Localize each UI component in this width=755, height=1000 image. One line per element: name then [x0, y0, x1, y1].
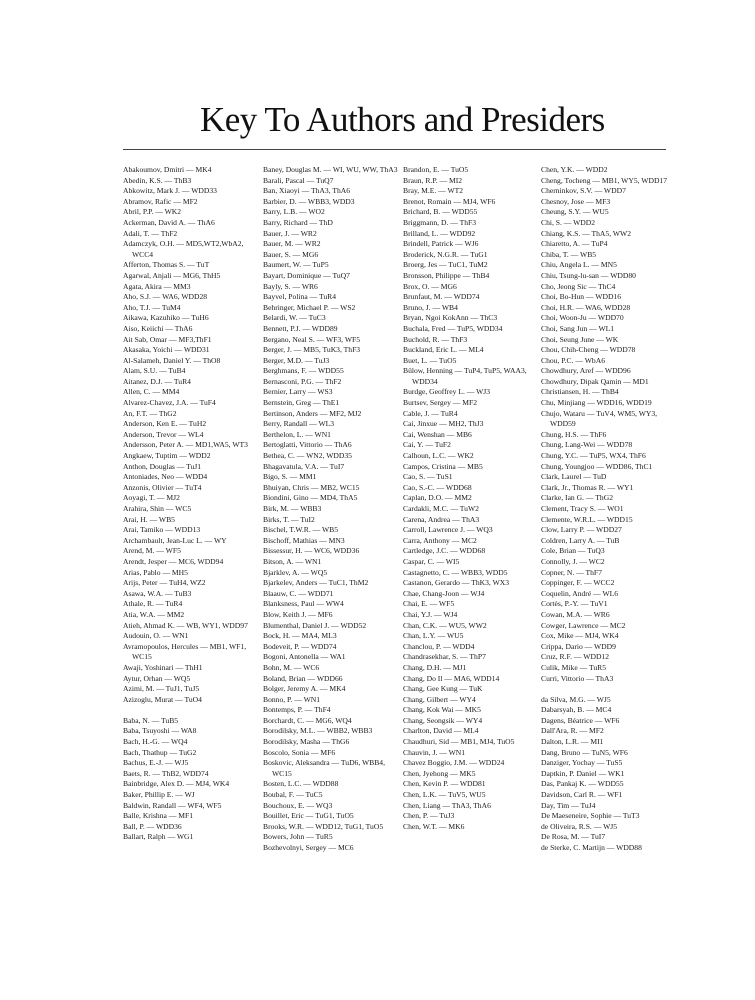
index-entry: Adamczyk, O.H. — MD5,WT2,WbA2, WCC4 [123, 239, 244, 259]
index-entry: Bach, Thathup — TuG2 [123, 747, 197, 757]
index-entry: Choi, Sang Jun — WL1 [541, 323, 615, 333]
index-entry: Cho, Jeong Sic — ThC4 [541, 281, 616, 291]
index-entry: Chiang, K.S. — ThA5, WW2 [541, 228, 631, 238]
index-entry: Choi, Seung June — WK [541, 334, 619, 344]
index-entry: Ait Sab, Omar — MF3,ThF1 [123, 334, 212, 344]
index-entry: Akasaka, Yoichi — WDD31 [123, 345, 210, 355]
index-entry: Antoniades, Neo — WDD4 [123, 472, 208, 482]
index-entry: Bennett, P.J. — WDD89 [263, 323, 338, 333]
index-entry: Aitanez, D.J. — TuR4 [123, 376, 191, 386]
index-entry: Baba, Tsuyoshi — WA8 [123, 726, 197, 736]
index-entry: Chung, Youngjoo — WDD86, ThC1 [541, 461, 653, 471]
index-entry: Chang, Do Il — MA6, WDD14 [403, 673, 500, 683]
index-entry: Crippa, Dario — WDD9 [541, 641, 616, 651]
index-column-4 [541, 165, 679, 854]
index-entry: Bohn, M. — WC6 [263, 662, 320, 672]
index-entry: Anthon, Douglas — TuJ1 [123, 461, 202, 471]
index-entry: Buchala, Fred — TuP5, WDD34 [403, 323, 503, 333]
index-entry: Boscolo, Sonia — MF6 [263, 747, 336, 757]
index-entry: Daptkin, P. Daniel — WK1 [541, 768, 625, 778]
index-entry: Burtsev, Sergey — MF2 [403, 398, 478, 408]
index-entry: Bogoni, Antonella — WA1 [263, 652, 346, 662]
index-entry: Burdge, Geoffrey L. — WJ3 [403, 387, 491, 397]
index-entry: Baba, N. — TuB5 [123, 715, 179, 725]
index-entry: Bouchoux, E. — WQ3 [263, 800, 333, 810]
index-entry: Dang, Bruno — TuN5, WF6 [541, 747, 628, 757]
index-entry: Chen, P. — TuJ3 [403, 811, 455, 821]
index-entry: Blaauw, C. — WDD71 [263, 588, 334, 598]
index-entry: Arias, Pablo — MH5 [123, 567, 188, 577]
index-entry: Arai, H. — WB5 [123, 514, 175, 524]
index-entry: Balle, Krishna — MF1 [123, 811, 194, 821]
index-entry: Buchold, R. — ThF3 [403, 334, 468, 344]
index-entry: Cao, S.-C. — WDD68 [403, 482, 472, 492]
index-entry: Baets, R. — ThB2, WDD74 [123, 768, 209, 778]
index-entry: Birks, T. — TuI2 [263, 514, 315, 524]
index-entry: Brunfaut, M. — WDD74 [403, 292, 480, 302]
index-entry: Clarke, Ian G. — ThG2 [541, 493, 613, 503]
index-entry: Danziger, Yochay — TuS5 [541, 758, 623, 768]
index-entry: Bjarklev, A. — WQ5 [263, 567, 328, 577]
index-entry: Carra, Anthony — MC2 [403, 535, 477, 545]
index-entry: Castanon, Gerardo — ThK3, WX3 [403, 578, 510, 588]
index-entry: Culik, Mike — TuR5 [541, 662, 606, 672]
index-entry: Chen, Kevin P. — WDD81 [403, 779, 486, 789]
index-entry: Bosten, L.C. — WDD88 [263, 779, 339, 789]
index-entry: Azimi, M. — TuJ1, TuJ5 [123, 684, 200, 694]
index-entry: Borchardt, C. — MG6, WQ4 [263, 715, 352, 725]
index-entry: Aiso, Keiichi — ThA6 [123, 323, 193, 333]
index-entry: Alam, S.U. — TuB4 [123, 366, 186, 376]
index-entry: Carroll, Lawrence J. — WQ3 [403, 525, 493, 535]
index-entry: Baney, Douglas M. — WI, WU, WW, ThA3 [263, 165, 398, 174]
index-entry: Adali, T. — ThF2 [123, 228, 178, 238]
index-entry: Clow, Larry P. — WDD27 [541, 525, 622, 535]
index-entry: Choi, Bo-Hun — WDD16 [541, 292, 622, 302]
index-entry: Bayvel, Polina — TuR4 [263, 292, 336, 302]
index-entry: Chandrasekhar, S. — ThP7 [403, 652, 486, 662]
index-entry: Chu, Minjiang — WDD16, WDD19 [541, 398, 652, 408]
index-entry: Barbier, D. — WBB3, WDD3 [263, 196, 355, 206]
index-entry: Bülow, Henning — TuP4, TuP5, WAA3, WDD34 [403, 366, 527, 386]
index-entry: Clark, Jr., Thomas R. — WY1 [541, 482, 634, 492]
index-entry: Athale, R. — TuR4 [123, 599, 183, 609]
index-entry: Bryan, Ngoi KokAnn — ThC3 [403, 313, 498, 323]
index-entry: Brooks, W.R. — WDD12, TuG1, TuO5 [263, 821, 384, 831]
index-entry: Chou, Chih-Cheng — WDD78 [541, 345, 636, 355]
index-entry: Anderson, Trevor — WL4 [123, 429, 204, 439]
index-entry: Abramov, Rafic — MF2 [123, 196, 198, 206]
index-entry: Bischel, T.W.R. — WB5 [263, 525, 339, 535]
index-entry: Anzonis, Olivier — TuT4 [123, 482, 202, 492]
index-entry: Awaji, Yoshinari — ThH1 [123, 662, 203, 672]
index-entry: Bowers, John — TuR5 [263, 832, 333, 842]
index-entry: Chan, C.K. — WU5, WW2 [403, 620, 487, 630]
index-entry: Afferton, Thomas S. — TuT [123, 260, 210, 270]
index-entry: Chai, Y.J. — WJ4 [403, 609, 458, 619]
index-entry: Chiba, T. — WB5 [541, 249, 597, 259]
index-entry: Curri, Vittorio — ThA3 [541, 673, 614, 683]
index-entry: Chou, P.C. — WbA6 [541, 355, 605, 365]
index-entry: Azizoglu, Murat — TuO4 [123, 694, 202, 704]
index-entry: Bertinson, Anders — MF2, MJ2 [263, 408, 362, 418]
index-entry: Bray, M.E. — WT2 [403, 186, 464, 196]
index-entry: Bolger, Jeremy A. — MK4 [263, 684, 346, 694]
index-entry: Chang, Seongsik — WY4 [403, 715, 483, 725]
index-entry: Chiaretto, A. — TuP4 [541, 239, 608, 249]
index-entry: Christiansen, H. — ThB4 [541, 387, 619, 397]
index-entry: Cao, S. — TuS1 [403, 472, 453, 482]
index-entry: Brindell, Patrick — WJ6 [403, 239, 479, 249]
index-entry: Bruno, J. — WB4 [403, 302, 458, 312]
index-entry: Belardi, W. — TuC3 [263, 313, 326, 323]
index-entry: Chesnoy, Jose — MF3 [541, 196, 611, 206]
index-entry: Bauer, S. — MG6 [263, 249, 319, 259]
index-entry: Behringer, Michael P. — WS2 [263, 302, 356, 312]
index-entry: Chai, E. — WF5 [403, 599, 455, 609]
index-entry: Bachus, E.-J. — WJ5 [123, 758, 189, 768]
index-entry: Cai, Wenshan — MB6 [403, 429, 472, 439]
index-entry: Al-Salameh, Daniel Y. — ThO8 [123, 355, 221, 365]
index-entry: Chen, Liang — ThA3, ThA6 [403, 800, 491, 810]
index-entry: Archambault, Jean-Luc L. — WY [123, 535, 227, 545]
index-entry: Brenot, Romain — MJ4, WF6 [403, 196, 496, 206]
index-entry: Chowdhury, Dipak Qamin — MD1 [541, 376, 649, 386]
index-entry: Berghmans, F. — WDD55 [263, 366, 344, 376]
index-entry: Buckland, Eric L. — ML4 [403, 345, 484, 355]
index-column-2 [263, 165, 401, 854]
index-entry: Baker, Phillip E. — WJ [123, 790, 195, 800]
index-entry: Cable, J. — TuR4 [403, 408, 458, 418]
index-entry: Chi, S. — WDD2 [541, 217, 596, 227]
index-entry: Blumenthal, Daniel J. — WDD52 [263, 620, 367, 630]
index-entry: Birk, M. — WBB3 [263, 504, 322, 513]
index-entry: Bonno, P. — WN1 [263, 694, 321, 704]
index-entry: Cardakli, M.C. — TuW2 [403, 504, 479, 513]
index-entry: Cai, Y. — TuF2 [403, 440, 451, 450]
index-entry: Charlton, David — ML4 [403, 726, 479, 736]
index-entry: Boland, Brian — WDD66 [263, 673, 343, 683]
index-entry: Bernasconi, P.G. — ThF2 [263, 376, 342, 386]
index-entry: Andersson, Peter A. — MD1,WA5, WT3 [123, 440, 248, 450]
index-entry: Chae, Chang-Joon — WJ4 [403, 588, 485, 598]
index-entry: Briggmann, D. — ThF3 [403, 217, 477, 227]
index-entry: Chen, L.K. — TuV5, WU5 [403, 790, 486, 800]
index-entry: Aikawa, Kazuhiko — TuH6 [123, 313, 209, 323]
index-entry: Bigo, S. — MM1 [263, 472, 317, 482]
index-entry: Ban, Xiaoyi — ThA3, ThA6 [263, 186, 351, 196]
index-entry: Alvarez-Chavez, J.A. — TuF4 [123, 398, 216, 408]
index-entry: Atieh, Ahmad K. — WB, WY1, WDD97 [123, 620, 248, 630]
index-entry: Calhoun, L.C. — WK2 [403, 451, 474, 461]
index-entry: Barry, Richard — ThD [263, 217, 333, 227]
index-entry: Abakoumov, Dmitri — MK4 [123, 165, 212, 174]
index-entry: Bayly, S. — WR6 [263, 281, 318, 291]
index-entry: Aoyagi, T. — MJ2 [123, 493, 180, 503]
index-entry: Atia, W.A. — MM2 [123, 609, 185, 619]
index-entry: Agata, Akira — MM3 [123, 281, 191, 291]
index-entry: Arendt, Jesper — MC6, WDD94 [123, 556, 224, 566]
index-entry: Brichard, B. — WDD55 [403, 207, 478, 217]
index-entry: Chan, L.Y. — WU5 [403, 631, 464, 641]
index-entry: Cheung, S.Y. — WU5 [541, 207, 609, 217]
index-entry: Barali, Pascal — TuQ7 [263, 175, 334, 185]
index-entry: Asawa, W.A. — TuB3 [123, 588, 192, 598]
index-entry: Cartledge, J.C. — WDD68 [403, 546, 486, 556]
index-entry: Cortès, P.-Y. — TuV1 [541, 599, 608, 609]
index-entry: Clemente, W.R.L. — WDD15 [541, 514, 633, 524]
index-entry: Chung, Lang-Wei — WDD78 [541, 440, 633, 450]
index-entry: Campos, Cristina — MB5 [403, 461, 483, 471]
index-entry: Bitson, A. — WN1 [263, 556, 322, 566]
index-entry: Chavez Boggio, J.M. — WDD24 [403, 758, 505, 768]
index-entry: Dall'Ara, R. — MF2 [541, 726, 604, 736]
index-entry: Bontemps, P. — ThF4 [263, 705, 331, 715]
index-entry: Berry, Randall — WL3 [263, 419, 335, 429]
index-entry: Bouillet, Eric — TuG1, TuO5 [263, 811, 354, 821]
index-entry: Clark, Laurel — TuD [541, 472, 607, 482]
index-entry: Broerg, Jes — TuC1, TuM2 [403, 260, 488, 270]
index-entry: Bjarkelev, Anders — TuC1, ThM2 [263, 578, 369, 588]
index-entry: Bhuiyan, Chris — MB2, WC15 [263, 482, 360, 492]
index-entry: Arend, M. — WF5 [123, 546, 181, 556]
index-entry: Bainbridge, Alex D. — MJ4, WK4 [123, 779, 230, 789]
index-entry: Day, Tim — TuJ4 [541, 800, 596, 810]
index-entry: Arai, Tamiko — WDD13 [123, 525, 201, 535]
index-entry: Braun, R.P. — MI2 [403, 175, 463, 185]
index-entry: Chang, Gilbert — WY4 [403, 694, 476, 704]
index-entry: de Sterke, C. Martijn — WDD88 [541, 843, 642, 852]
index-entry: Blanksness, Paul — WW4 [263, 599, 344, 609]
index-entry: Bertoglatti, Vittorio — ThA6 [263, 440, 352, 450]
index-entry: Cowan, M.A. — WR6 [541, 609, 610, 619]
index-entry: Bethea, C. — WN2, WDD35 [263, 451, 352, 461]
index-entry: Cherninkov, S.V. — WDD7 [541, 186, 626, 196]
index-entry: Bernstein, Greg — ThE1 [263, 398, 340, 408]
index-entry: Coquelin, André — WL6 [541, 588, 619, 598]
index-entry: Cowger, Lawrence — MC2 [541, 620, 626, 630]
index-entry: Chiu, Angela L. — MN5 [541, 260, 617, 270]
index-column-1 [123, 165, 261, 843]
index-entry: Bodeveit, P. — WDD74 [263, 641, 337, 651]
index-entry: Chung, H.S. — ThF6 [541, 429, 607, 439]
index-entry: Abril, P.P. — WK2 [123, 207, 182, 217]
index-entry: Berger, J. — MB5, TuK3, ThF3 [263, 345, 361, 355]
index-entry: Chaudhuri, Sid — MB1, MJ4, TuO5 [403, 737, 515, 747]
index-entry: Carena, Andrea — ThA3 [403, 514, 480, 524]
index-entry: Chen, W.T. — MK6 [403, 821, 465, 831]
title-divider [123, 149, 666, 150]
index-entry: Anderson, Ken E. — TuH2 [123, 419, 207, 429]
index-entry: Clement, Tracy S. — WO1 [541, 504, 624, 513]
index-entry: De Maeseneire, Sophie — TuT3 [541, 811, 640, 821]
index-entry: Bock, H. — MA4, ML3 [263, 631, 337, 641]
index-entry: Chauvin, J. — WN1 [403, 747, 466, 757]
index-entry: Bayart, Dominique — TuQ7 [263, 270, 350, 280]
index-entry: Chang, Kok Wai — MK5 [403, 705, 481, 715]
index-entry: Borodilsky, Masha — ThG6 [263, 737, 350, 747]
index-entry: Cox, Mike — MJ4, WK4 [541, 631, 619, 641]
index-entry: Chung, Y.C. — TuP5, WX4, ThF6 [541, 451, 646, 461]
index-entry: Chiu, Tsung-lu-san — WDD80 [541, 270, 636, 280]
index-entry: Bauer, M. — WR2 [263, 239, 321, 249]
index-entry: de Oliveira, R.S. — WJ5 [541, 821, 618, 831]
index-entry: Broderick, N.G.R. — TuG1 [403, 249, 488, 259]
index-column-3 [403, 165, 541, 832]
index-entry: Bernier, Larry — WS3 [263, 387, 333, 397]
index-entry: Bergano, Neal S. — WF3, WF5 [263, 334, 361, 344]
index-entry: Brandon, E. — TuO5 [403, 165, 469, 174]
index-entry: Connolly, J. — WC2 [541, 556, 605, 566]
index-entry: Chujo, Wataru — TuV4, WM5, WY3, WDD59 [541, 408, 658, 429]
index-entry: Caplan, D.O. — MM2 [403, 493, 472, 503]
index-entry: Angkaew, Tuptim — WDD2 [123, 451, 211, 461]
index-entry: Chowdhury, Aref — WDD96 [541, 366, 631, 376]
index-entry: Bronsson, Philippe — ThB4 [403, 270, 490, 280]
index-entry: Davidson, Carl R. — WF1 [541, 790, 623, 800]
index-entry: Berger, M.D. — TuJ3 [263, 355, 330, 365]
index-entry: Chen, Y.K. — WDD2 [541, 165, 608, 174]
index-entry: Dagens, Béatrice — WF6 [541, 715, 620, 725]
index-entry: Ballart, Ralph — WG1 [123, 832, 194, 842]
index-entry: Coppinger, F. — WCC2 [541, 578, 615, 588]
index-entry: Coldren, Larry A. — TuB [541, 535, 620, 545]
index-entry: Arahira, Shin — WC5 [123, 504, 192, 513]
index-entry: Boskovic, Aleksandra — TuD6, WBB4, WC15 [263, 758, 385, 778]
index-entry: Chanclou, P. — WDD4 [403, 641, 475, 651]
index-entry: Copner, N. — ThF7 [541, 567, 602, 577]
index-entry: Dalton, L.R. — MI1 [541, 737, 604, 747]
index-entry: Audouin, O. — WN1 [123, 631, 189, 641]
index-entry: Bhagavatula, V.A. — TuI7 [263, 461, 345, 471]
index-entry: Boubal, F. — TuC5 [263, 790, 323, 800]
index-entry: Borodilsky, M.L. — WBB2, WBB3 [263, 726, 373, 736]
author-index [123, 165, 678, 885]
index-entry: De Rosa, M. — TuI7 [541, 832, 606, 842]
index-entry: Cruz, R.F. — WDD12 [541, 652, 610, 662]
index-entry: Blow, Keith J. — MF6 [263, 609, 333, 619]
index-entry: Das, Pankaj K. — WDD55 [541, 779, 624, 789]
index-entry: Biondini, Gino — MD4, ThA5 [263, 493, 358, 503]
index-entry: Choi, Woon-Ju — WDD70 [541, 313, 624, 323]
index-entry: da Silva, M.G. — WJ5 [541, 694, 611, 704]
index-entry: Avramopoulos, Hercules — MB1, WF1, WC15 [123, 641, 247, 662]
index-entry: Choi, H.R. — WA6, WDD28 [541, 302, 631, 312]
index-entry: Abkowitz, Mark J. — WDD33 [123, 186, 217, 196]
index-entry: Cheng, Tocheng — MB1, WY5, WDD17 [541, 175, 668, 185]
index-entry: Chang, Gee Kung — TuK [403, 684, 483, 694]
index-entry: Brox, O. — MG6 [403, 281, 457, 291]
index-entry: Arijs, Peter — TuH4, WZ2 [123, 578, 206, 588]
index-entry: Bach, H.-G. — WQ4 [123, 737, 188, 747]
index-entry: Allen, C. — MM4 [123, 387, 180, 397]
index-entry: Chang, D.H. — MJ1 [403, 662, 467, 672]
index-entry: Dabarsyah, B. — MC4 [541, 705, 612, 715]
index-entry: Baldwin, Randall — WF4, WF5 [123, 800, 222, 810]
index-entry: Aho, T.J. — TuM4 [123, 302, 181, 312]
index-entry: Baumert, W. — TuP5 [263, 260, 329, 270]
index-entry: Agarwal, Anjali — MG6, ThH5 [123, 270, 221, 280]
index-entry: Abedin, K.S. — ThB3 [123, 175, 192, 185]
index-entry: Buet, L. — TuO5 [403, 355, 457, 365]
index-entry: Berthelon, L. — WN1 [263, 429, 331, 439]
index-entry: Aho, S.J. — WA6, WDD28 [123, 292, 208, 302]
index-entry: Bauer, J. — WR2 [263, 228, 317, 238]
index-entry: Ball, P. — WDD36 [123, 821, 182, 831]
index-entry: Cole, Brian — TuQ3 [541, 546, 605, 556]
index-entry: Cai, Jinxue — MH2, ThJ3 [403, 419, 484, 429]
index-entry: An, F.T. — ThG2 [123, 408, 177, 418]
index-entry: Bozhevolnyi, Sergey — MC6 [263, 843, 354, 852]
index-entry: Bissessur, H. — WC6, WDD36 [263, 546, 360, 556]
index-entry: Ackerman, David A. — ThA6 [123, 217, 215, 227]
index-entry: Brilland, L. — WDD92 [403, 228, 476, 238]
index-entry: Aytur, Orhan — WQ5 [123, 673, 191, 683]
index-entry: Barry, L.B. — WO2 [263, 207, 325, 217]
page-title: Key To Authors and Presiders [200, 100, 605, 139]
index-entry: Bischoff, Mathias — MN3 [263, 535, 345, 545]
index-entry: Caspar, C. — WI5 [403, 556, 460, 566]
index-entry: Chen, Jyehong — MK5 [403, 768, 476, 778]
index-entry: Castagnetto, C. — WBB3, WDD5 [403, 567, 508, 577]
